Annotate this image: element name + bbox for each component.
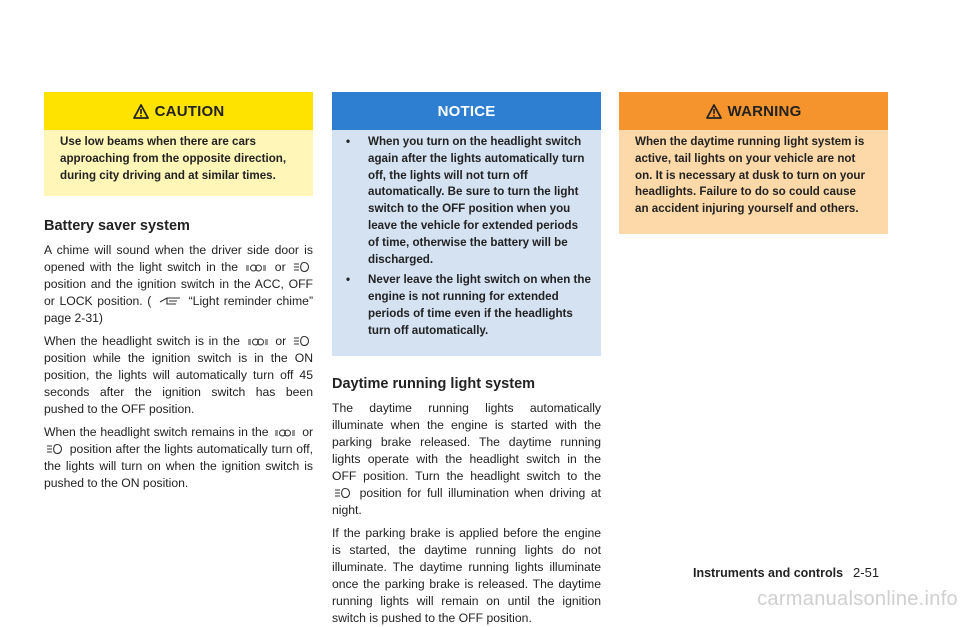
list-item <box>344 134 591 268</box>
text-run: or <box>274 260 286 275</box>
warning-body <box>619 130 888 234</box>
warning-triangle-icon <box>706 104 722 119</box>
warning-header <box>619 92 888 130</box>
page-number: 2-51 <box>853 565 880 580</box>
notice-item-text: Never leave the light switch on when the engine is not running for extended periods of time even if the headlights turn off automatically. <box>368 273 591 337</box>
text-run: The daytime running lights automatically illuminate when the engine is started with the parking brake released. The daytime running lights operate with the headlight switch in the OFF position. Turn the headlight switch to the <box>332 400 601 483</box>
caution-box <box>44 92 313 196</box>
warning-box <box>619 92 888 234</box>
headlight-icon <box>46 443 64 455</box>
headlight-icon <box>293 261 311 273</box>
caution-body <box>44 130 313 196</box>
bullet: • <box>346 135 351 148</box>
page-footer <box>693 565 879 580</box>
reference-hand-icon <box>158 295 182 307</box>
watermark: carmanualsonline.info <box>757 588 958 610</box>
battery-saver-paragraph-3 <box>44 424 313 492</box>
notice-title: NOTICE <box>437 102 496 120</box>
daytime-paragraph-1 <box>332 400 601 519</box>
text-run: position and the ignition switch in the ACC, OFF or LOCK position. ( <box>44 277 313 309</box>
middle-column <box>332 92 601 627</box>
warning-text: When the daytime running light system is active, tail lights on your vehicle are not on. It is necessary at dusk to turn on your headlights. Failure to do so could cause an accident injuring yourself and others. <box>635 135 865 216</box>
bullet: • <box>346 273 351 287</box>
text-run: “Light reminder chime” page 2-31) <box>44 294 313 326</box>
section-title: Instruments and controls <box>693 566 844 580</box>
caution-header <box>44 92 313 130</box>
notice-list <box>344 134 591 340</box>
parking-light-icon <box>274 428 296 438</box>
warning-triangle-icon <box>133 104 149 119</box>
battery-saver-paragraph-2 <box>44 333 313 418</box>
daytime-running-heading: Daytime running light system <box>332 375 536 392</box>
text-run: A chime will sound when the driver side door is opened with the light switch in the <box>44 243 313 275</box>
battery-saver-heading: Battery saver system <box>44 218 190 235</box>
text-run: or <box>302 425 314 440</box>
text-run: When the headlight switch remains in the <box>44 425 269 440</box>
notice-header <box>332 92 601 130</box>
text-run: position for full illumination when driving at night. <box>332 485 601 517</box>
daytime-paragraph-2: If the parking brake is applied before the engine is started, the daytime running lights do not illuminate. The daytime running lights illuminate once the parking brake is released. The daytime running lights will remain on until the ignition switch is pushed to the OFF position. <box>332 525 601 625</box>
caution-title: CAUTION <box>154 102 225 120</box>
right-column <box>619 92 888 234</box>
text-run: position after the lights automatically turn off, the lights will turn on when the ignition switch is pushed to the ON position. <box>44 442 313 491</box>
caution-text: Use low beams when there are cars approaching from the opposite direction, during city driving and at similar times. <box>60 135 287 182</box>
warning-title: WARNING <box>727 102 802 120</box>
notice-body <box>332 130 601 356</box>
text-run: or <box>275 334 287 349</box>
list-item <box>344 272 591 339</box>
text-run: position while the ignition switch is in the ON position, the lights will automatically turn off 45 seconds after the ignition switch has been pushed to the OFF position. <box>44 351 313 417</box>
battery-saver-paragraph-1 <box>44 242 313 327</box>
text-run: When the headlight switch is in the <box>44 334 240 349</box>
headlight-icon <box>293 335 311 347</box>
parking-light-icon <box>247 337 269 347</box>
notice-box <box>332 92 601 356</box>
parking-light-icon <box>245 263 267 273</box>
notice-item-text: When you turn on the headlight switch again after the lights automatically turn off, the lights will not turn off automatically. Be sure to turn the light switch to the OFF position when you leave the vehicle for extended periods of time, otherwise the battery will be discharged. <box>368 135 585 266</box>
headlight-icon <box>334 487 352 499</box>
left-column <box>44 92 313 492</box>
